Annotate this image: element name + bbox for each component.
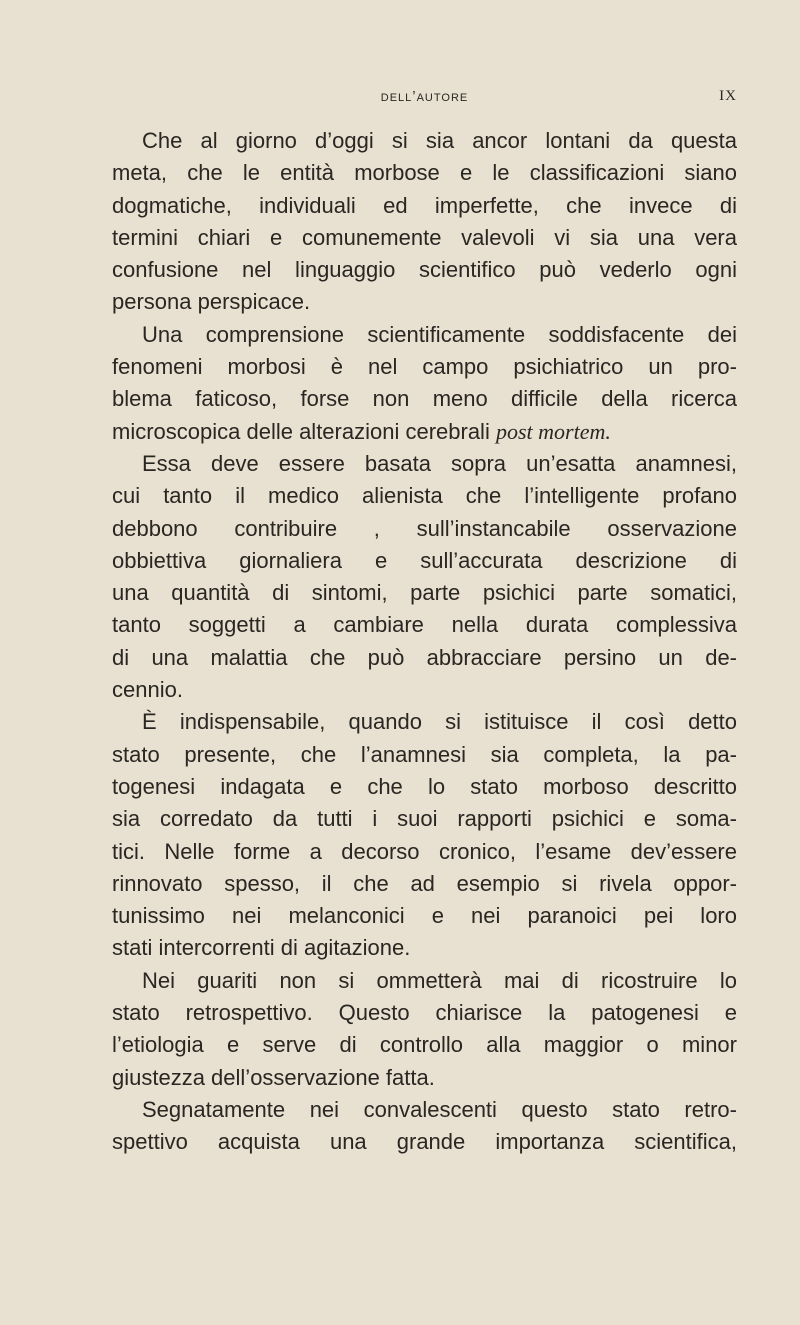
- paragraph-4-line-6: rinnovato spesso, il che ad esempio si rivela oppor-: [112, 870, 737, 896]
- running-title: dell’autore: [380, 88, 469, 105]
- paragraph-1-line-2: meta, che le entità morbose e le classificazioni siano: [112, 160, 737, 186]
- paragraph-4-line-7: tunissimo nei melanconici e nei paranoici pei loro: [112, 903, 737, 929]
- paragraph-3-line-4: obbiettiva giornaliera e sull’accurata descrizione di: [112, 547, 737, 573]
- running-head: [112, 88, 737, 110]
- paragraph-3-line-5: una quantità di sintomi, parte psichici parte somatici,: [112, 580, 737, 606]
- paragraph-4-line-8: stati intercorrenti di agitazione.: [112, 935, 411, 961]
- paragraph-4-line-1: È indispensabile, quando si istituisce il così detto: [142, 709, 737, 735]
- paragraph-4-line-2: stato presente, che l’anamnesi sia completa, la pa-: [112, 741, 737, 767]
- paragraph-3-line-8: cennio.: [112, 677, 183, 703]
- italic-phrase: post mortem.: [495, 418, 611, 444]
- paragraph-3-line-1: Essa deve essere basata sopra un’esatta anamnesi,: [142, 450, 737, 476]
- paragraph-3-line-6: tanto soggetti a cambiare nella durata complessiva: [112, 612, 737, 638]
- paragraph-1-line-1: Che al giorno d’oggi si sia ancor lontani da questa: [142, 128, 737, 153]
- page-number: IX: [719, 88, 737, 104]
- paragraph-2-line-1: Una comprensione scientificamente soddisfacente dei: [142, 321, 737, 347]
- paragraph-1-line-3: dogmatiche, individuali ed imperfette, che invece di: [112, 192, 737, 218]
- paragraph-5-line-3: l’etiologia e serve di controllo alla maggior o minor: [112, 1032, 737, 1058]
- paragraph-4-line-3: togenesi indagata e che lo stato morboso descritto: [112, 773, 737, 799]
- paragraph-4-line-4: sia corredato da tutti i suoi rapporti psichici e soma-: [112, 806, 737, 832]
- paragraph-3-line-7: di una malattia che può abbracciare persino un de-: [112, 644, 737, 670]
- paragraph-6-line-1: Segnatamente nei convalescenti questo stato retro-: [142, 1096, 737, 1122]
- paragraph-4-line-5: tici. Nelle forme a decorso cronico, l’esame dev’essere: [112, 838, 737, 864]
- paragraph-2-line-2: fenomeni morbosi è nel campo psichiatrico un pro-: [112, 354, 737, 380]
- paragraph-2-line-3: blema faticoso, forse non meno difficile della ricerca: [112, 386, 737, 412]
- paragraph-1-line-4: termini chiari e comunemente valevoli vi sia una vera: [112, 224, 737, 250]
- paragraph-5-line-4: giustezza dell’osservazione fatta.: [112, 1064, 435, 1090]
- paragraph-5-line-2: stato retrospettivo. Questo chiarisce la patogenesi e: [112, 1000, 737, 1026]
- paragraph-6-line-2: spettivo acquista una grande importanza scientifica,: [112, 1129, 737, 1155]
- paragraph-1-line-6: persona perspicace.: [112, 289, 311, 315]
- paragraph-2-line-4: microscopica delle alterazioni cerebrali post mortem.: [112, 418, 611, 444]
- body-text: [112, 125, 737, 1159]
- paragraph-5-line-1: Nei guariti non si ommetterà mai di ricostruire lo: [142, 967, 737, 993]
- paragraph-3-line-2: cui tanto il medico alienista che l’intelligente profano: [112, 483, 737, 509]
- paragraph-1-line-5: confusione nel linguaggio scientifico può vederlo ogni: [112, 257, 737, 283]
- paragraph-3-line-3: debbono contribuire , sull’instancabile osservazione: [112, 515, 737, 541]
